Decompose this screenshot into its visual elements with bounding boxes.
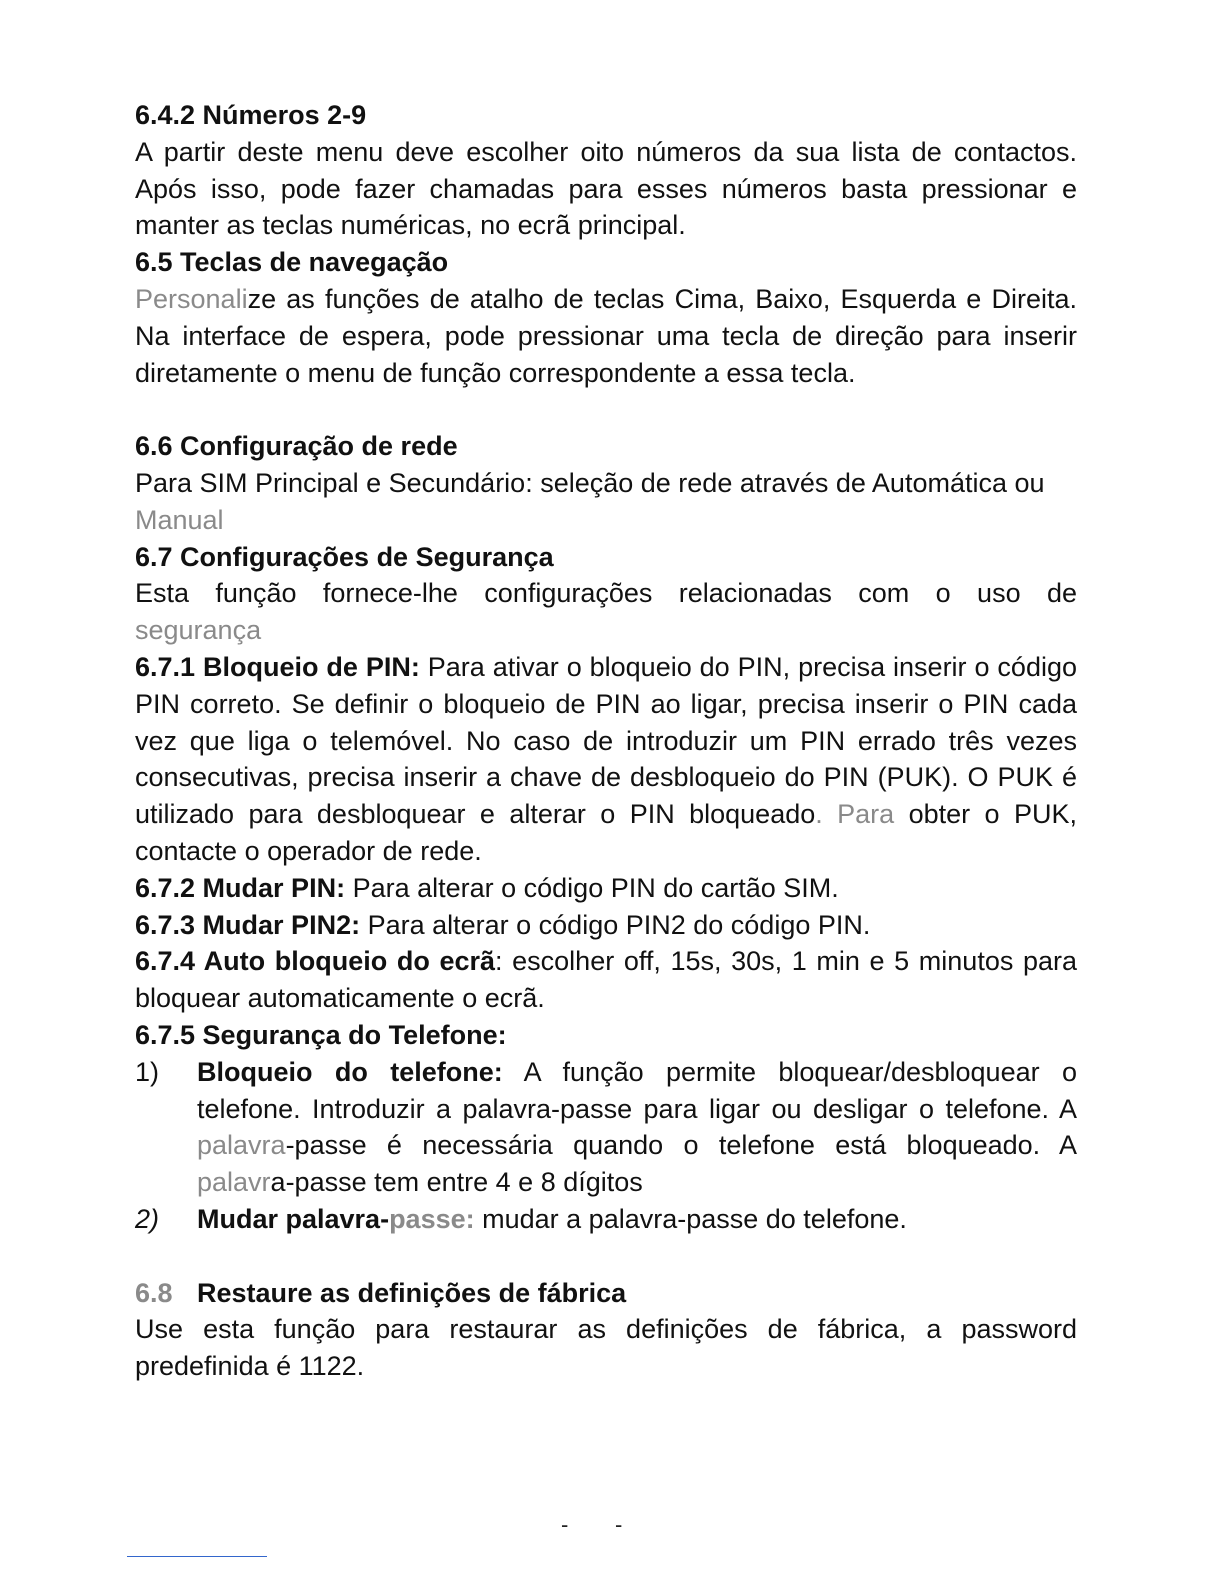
faded-text: . Para [815,799,895,830]
paragraph-text: : escolher off, 15s, 30s, 1 min e 5 minutos para bloquear automaticamente o ecrã. [135,946,1077,1014]
paragraph-6-7-3 [135,907,1077,944]
spacer [135,391,1077,428]
list-item-body [197,1201,1077,1238]
list-number: 1) [135,1056,160,1087]
list-item-text: a-passe tem entre 4 e 8 dígitos [270,1167,643,1198]
label-6-7-4: 6.7.4 Auto bloqueio do ecrã [135,946,496,977]
list-item-label: Mudar palavra- [197,1203,390,1234]
faded-text: Manual [135,504,224,535]
faded-text: palavra [197,1130,286,1161]
list-item-label: Bloqueio do telefone: [197,1056,503,1087]
faded-text: segurança [135,615,262,646]
list-item [135,1201,1077,1238]
paragraph-6-5 [135,281,1077,391]
paragraph-6-7 [135,575,1077,649]
paragraph-text: Esta função fornece-lhe configurações relacionadas com o uso de [135,578,1077,609]
footer-dash-left: - [561,1512,569,1537]
faded-text: passe: [389,1203,475,1234]
list-item [135,1054,1077,1201]
footer-rule [127,1556,267,1557]
paragraph-6-6 [135,465,1077,539]
paragraph-6-8: Use esta função para restaurar as definições de fábrica, a password predefinida é 1122. [135,1314,1077,1382]
list-item-text: mudar a palavra-passe do telefone. [474,1203,907,1234]
document-page [135,97,1077,1385]
faded-text: Personali [135,283,248,314]
label-6-7-2: 6.7.2 Mudar PIN: [135,872,346,903]
paragraph-text: Para SIM Principal e Secundário: seleção de rede através de Automática ou [135,467,1045,498]
paragraph-6-4-2: A partir deste menu deve escolher oito números da sua lista de contactos. Após isso, pode fazer chamadas para esses números basta pressionar e manter as teclas numéricas, no ecrã principal. [135,136,1077,241]
list-item-text: -passe é necessária quando o telefone está bloqueado. A [285,1130,1077,1161]
heading-6-4-2: 6.4.2 Números 2-9 [135,100,367,130]
list-item-body [197,1054,1077,1201]
list-item-text: A função permite bloquear/desbloquear o telefone. Introduzir a palavra-passe para ligar ou desligar o telefone. A [197,1056,1077,1124]
list-number: 2) [135,1203,160,1234]
section-number: 6.8 [135,1277,173,1308]
paragraph-text: Para alterar o código PIN do cartão SIM. [345,872,839,903]
paragraph-text: Para ativar o bloqueio do PIN, precisa inserir o código PIN correto. Se definir o bloqueio de PIN ao ligar, precisa inserir o PIN cada vez que liga o telemóvel. No caso de introduzir um PIN errado três vezes consecutivas, precisa inserir a chave de desbloqueio do PIN (PUK). O PUK é utilizado para desbloquear e alterar o PIN bloqueado [135,651,1077,830]
spacer [135,1238,1077,1275]
paragraph-6-7-1 [135,649,1077,870]
heading-6-6: 6.6 Configuração de rede [135,431,458,462]
heading-6-5: 6.5 Teclas de navegação [135,247,449,278]
footer-dash-right: - [615,1512,623,1537]
heading-6-8 [135,1275,1077,1312]
paragraph-text: Para alterar o código PIN2 do código PIN. [360,909,871,940]
paragraph-6-7-2 [135,870,1077,907]
paragraph-text: ze as funções de atalho de teclas Cima, Baixo, Esquerda e Direita. Na interface de espera, pode pressionar uma tecla de direção para inserir diretamente o menu de função correspondente a essa tecla. [135,283,1077,388]
label-6-7-1: 6.7.1 Bloqueio de PIN: [135,651,420,682]
label-6-7-3: 6.7.3 Mudar PIN2: [135,909,361,940]
paragraph-6-7-4 [135,943,1077,1017]
heading-6-7-5: 6.7.5 Segurança do Telefone: [135,1019,507,1050]
paragraph-text-end: obter o PUK, contacte o operador de rede. [135,799,1077,866]
faded-text: palavr [197,1167,271,1198]
heading-text: Restaure as definições de fábrica [197,1277,627,1308]
heading-6-7: 6.7 Configurações de Segurança [135,541,554,572]
